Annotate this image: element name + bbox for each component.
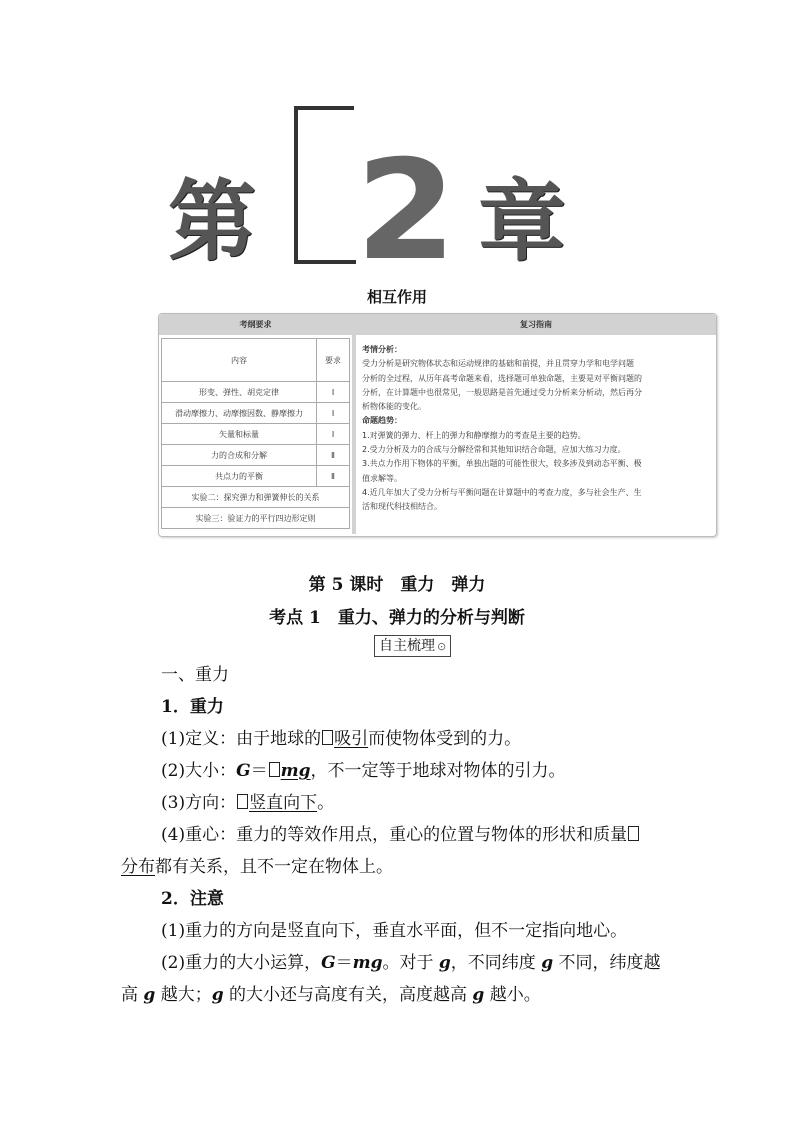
subsection-heading: 1．重力 [161,697,224,717]
chapter-banner [160,100,580,291]
guide-line: 值求解等。 [362,473,402,483]
note-line: (1)重力的方向是竖直向下，垂直水平面，但不一定指向地心。 [161,921,628,941]
row-level: Ⅱ [317,445,350,466]
guide-line: 1.对弹簧的弹力、杆上的弹力和静摩擦力的考查是主要的趋势。 [362,430,586,440]
table-row [162,445,350,466]
symbol-g: g [541,953,554,973]
self-review-tag [374,635,451,657]
note-line-cont [121,985,541,1005]
guide-line: 分析的全过程，从历年高考命题来看，选择题可单独命题，主要是对平衡问题的 [362,373,642,383]
table-row [162,382,350,403]
syllabus-table [158,313,717,537]
exam-point-title: 考点 1 重力、弹力的分析与判断 [269,608,525,628]
down-arrow-circle-icon: ⊙ [437,640,447,653]
chapter-suffix: 章 [478,170,567,273]
col-level-header: 要求 [317,339,350,382]
row-topic: 矢量和标量 [162,424,317,445]
review-guide [362,343,710,515]
syllabus-left-header: 考纲要求 [159,314,352,335]
text-run: 高 [121,985,144,1005]
experiment-row: 实验二：探究弹力和弹簧伸长的关系 [162,487,350,508]
text-run: 不同，纬度越 [553,953,661,973]
text-run: (2)重力的大小运算， [161,953,322,973]
guide-trend-head: 命题趋势： [362,416,402,426]
section-heading: 一、重力 [161,665,229,685]
table-row [162,403,350,424]
direction-line [161,793,334,813]
symbol-G: G [236,761,251,781]
row-topic: 共点力的平衡 [162,466,317,487]
syllabus-right-header: 复习指南 [356,314,716,335]
row-level: Ⅰ [317,382,350,403]
definition-line [161,729,521,749]
table-row [162,487,350,508]
chapter-subtitle: 相互作用 [366,288,427,306]
symbol-g: g [438,953,451,973]
text-run: ，不同纬度 [450,953,542,973]
text-run: (3)方向： [161,793,237,813]
blank-box [237,794,248,809]
text-run: 越小。 [484,985,541,1005]
center-of-gravity-line [161,825,640,845]
row-level: Ⅰ [317,424,350,445]
text-run: 的大小还与高度有关，高度越高 [223,985,473,1005]
answer-text: 竖直向下 [249,793,318,813]
blank-box [628,826,639,841]
guide-line: 析物体能的变化。 [362,402,426,412]
requirements-table [161,338,350,529]
text-run: 。 [317,793,335,813]
row-topic: 形变、弹性、胡克定律 [162,382,317,403]
table-row [162,466,350,487]
guide-line: 受力分析是研究物体状态和运动规律的基础和前提，并且贯穿力学和电学问题 [362,359,634,369]
symbol-g: g [143,985,156,1005]
symbol-g: g [472,985,485,1005]
text-run: (2)大小： [161,761,237,781]
text-run: (4)重心：重力的等效作用点，重心的位置与物体的形状和质量 [161,825,628,845]
self-review-label: 自主梳理 [379,638,435,654]
syllabus-divider [352,314,356,534]
equals-sign: ＝ [250,761,268,781]
answer-text: 分布 [121,857,155,877]
guide-line: 活和现代科技相结合。 [362,502,442,512]
table-row [162,424,350,445]
note-line [161,953,661,973]
subsection-heading: 2．注意 [161,889,224,909]
text-run: 而使物体受到的力。 [368,729,522,749]
text-run: 都有关系，且不一定在物体上。 [155,857,393,877]
guide-line: 分析，在计算题中也很常见，一般思路是首先通过受力分析来分析动，然后再分 [362,387,642,397]
answer-text: mg [280,761,311,781]
row-topic: 力的合成和分解 [162,445,317,466]
symbol-mg: mg [352,953,383,973]
chapter-prefix: 第 [168,170,257,273]
size-line [161,761,566,781]
row-level: Ⅱ [317,466,350,487]
bracket-line-top [294,106,354,110]
blank-box [322,730,333,745]
experiment-row: 实验三：验证力的平行四边形定则 [162,508,350,529]
text-run: 。对于 [382,953,439,973]
answer-text: 吸引 [334,729,369,749]
row-topic: 滑动摩擦力、动摩擦因数、静摩擦力 [162,403,317,424]
text-run: 越大； [155,985,212,1005]
guide-line: 2.受力分析及力的合成与分解经常和其他知识结合命题，应加大练习力度。 [362,445,626,455]
text-run: ，不一定等于地球对物体的引力。 [310,761,566,781]
guide-analysis-head: 考情分析： [362,345,402,354]
center-of-gravity-line-cont [121,857,393,877]
col-topic-header: 内容 [162,339,317,382]
symbol-g: g [211,985,224,1005]
table-row [162,508,350,529]
row-level: Ⅰ [317,403,350,424]
blank-box [269,762,280,777]
guide-line: 4.近几年加大了受力分析与平衡问题在计算题中的考查力度，多与社会生产、生 [362,487,642,497]
chapter-number: 2 [355,130,457,291]
text-run: (1)定义：由于地球的 [161,729,322,749]
equals-sign: ＝ [335,953,353,973]
table-row [162,339,350,382]
symbol-G: G [321,953,336,973]
bracket-line-left [294,106,298,264]
guide-line: 3.共点力作用下物体的平衡，单独出题的可能性很大，较多涉及到动态平衡、极 [362,459,642,469]
bracket-line-bottom [294,260,356,264]
lesson-title: 第 5 课时 重力 弹力 [308,575,486,595]
